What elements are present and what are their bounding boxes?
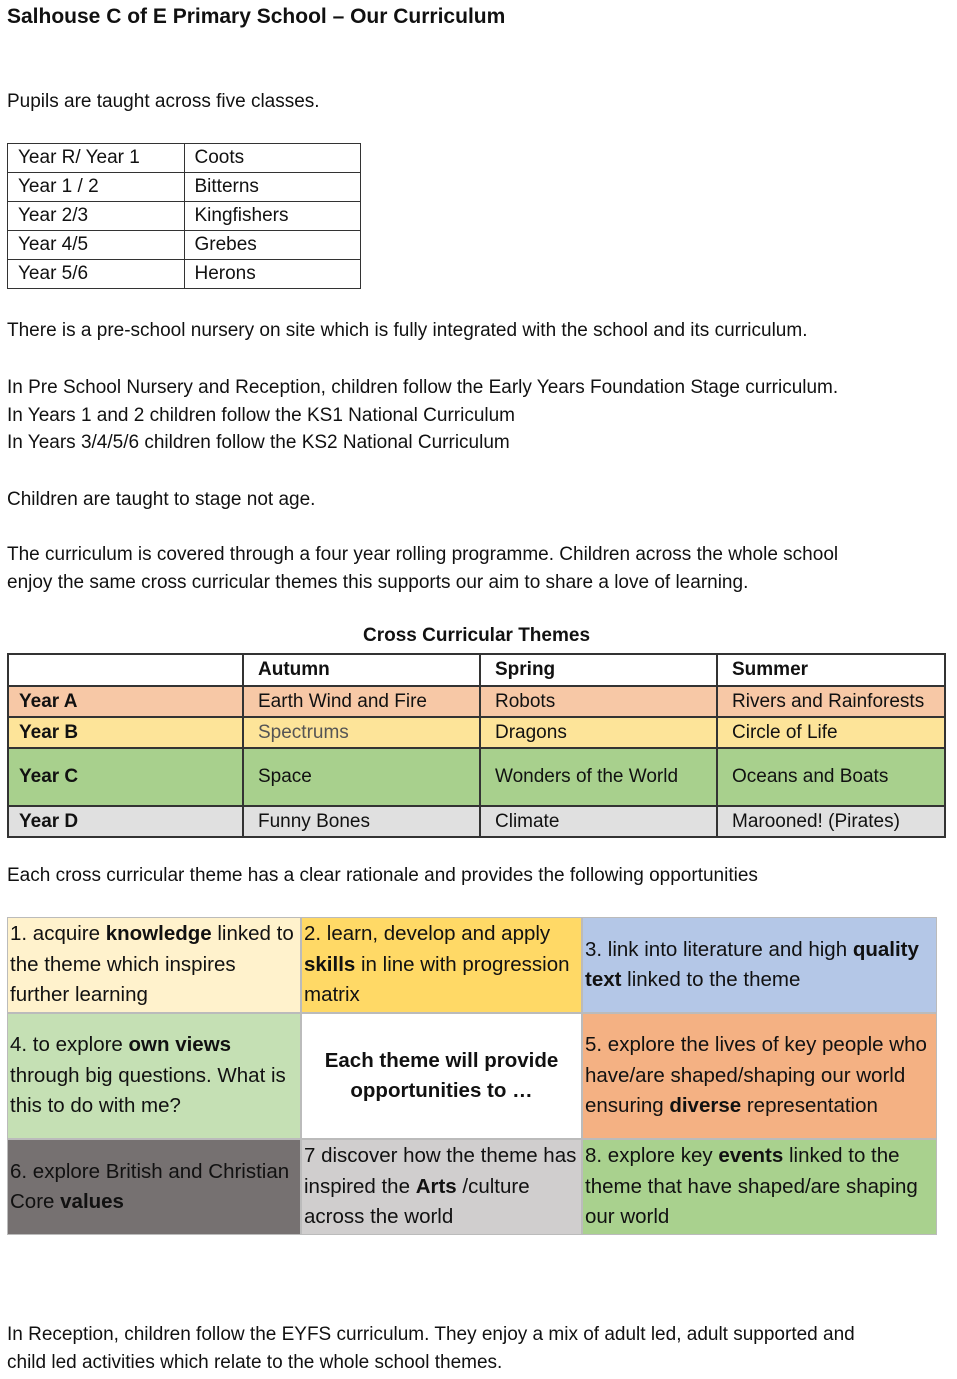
class-year: Year 1 / 2 (8, 173, 185, 202)
class-year: Year 4/5 (8, 231, 185, 260)
nursery-text: There is a pre-school nursery on site which is fully integrated with the school and its curriculum. (7, 320, 808, 341)
class-name: Coots (184, 144, 361, 173)
theme-spring: Robots (480, 686, 717, 717)
table-row (8, 202, 361, 231)
class-year: Year 5/6 (8, 260, 185, 289)
class-name: Kingfishers (184, 202, 361, 231)
themes-header-row (8, 654, 945, 686)
opportunity-skills: 2. learn, develop and apply skills in line with progression matrix (301, 917, 582, 1013)
theme-autumn: Space (243, 748, 480, 806)
stage-text: Children are taught to stage not age. (7, 489, 316, 510)
opportunity-events: 8. explore key events linked to the theme that have shaped/are shaping our world (582, 1139, 937, 1235)
class-name: Bitterns (184, 173, 361, 202)
theme-autumn: Funny Bones (243, 806, 480, 837)
opportunity-literature: 3. link into literature and high quality text linked to the theme (582, 917, 937, 1013)
themes-header-spring: Spring (480, 654, 717, 686)
theme-spring: Wonders of the World (480, 748, 717, 806)
opportunities-grid (7, 917, 937, 1235)
themes-header-autumn: Autumn (243, 654, 480, 686)
intro-text: Pupils are taught across five classes. (7, 91, 320, 112)
opportunity-center: Each theme will provide opportunities to … (301, 1013, 582, 1139)
page-title: Salhouse C of E Primary School – Our Curriculum (7, 5, 506, 28)
table-row (8, 717, 945, 748)
opportunity-knowledge: 1. acquire knowledge linked to the theme which inspires further learning (7, 917, 301, 1013)
theme-autumn: Spectrums (243, 717, 480, 748)
class-name: Grebes (184, 231, 361, 260)
table-row (8, 806, 945, 837)
theme-summer: Circle of Life (717, 717, 945, 748)
opportunity-values: 6. explore British and Christian Core values (7, 1139, 301, 1235)
opportunity-own-views: 4. to explore own views through big questions. What is this to do with me? (7, 1013, 301, 1139)
theme-summer: Oceans and Boats (717, 748, 945, 806)
table-row (8, 686, 945, 717)
table-row (8, 173, 361, 202)
themes-caption: Cross Curricular Themes (362, 625, 591, 646)
theme-year: Year D (8, 806, 243, 837)
rolling-line-2: enjoy the same cross curricular themes this supports our aim to share a love of learning. (7, 572, 749, 593)
theme-year: Year B (8, 717, 243, 748)
table-row (8, 748, 945, 806)
theme-summer: Rivers and Rainforests (717, 686, 945, 717)
themes-header-blank (8, 654, 243, 686)
theme-spring: Climate (480, 806, 717, 837)
opportunity-key-people: 5. explore the lives of key people who have/are shaped/shaping our world ensuring diverse representation (582, 1013, 937, 1139)
class-name: Herons (184, 260, 361, 289)
curriculum-line-2: In Years 1 and 2 children follow the KS1 National Curriculum (7, 405, 516, 426)
table-row (8, 144, 361, 173)
table-row (8, 231, 361, 260)
opportunity-arts: 7 discover how the theme has inspired the Arts /culture across the world (301, 1139, 582, 1235)
reception-line-2: child led activities which relate to the whole school themes. (7, 1352, 503, 1373)
themes-table (7, 653, 946, 838)
class-year: Year R/ Year 1 (8, 144, 185, 173)
curriculum-line-1: In Pre School Nursery and Reception, children follow the Early Years Foundation Stage curriculum. (7, 377, 839, 398)
reception-line-1: In Reception, children follow the EYFS curriculum. They enjoy a mix of adult led, adult supported and (7, 1324, 855, 1345)
themes-header-summer: Summer (717, 654, 945, 686)
classes-table (7, 143, 361, 289)
table-row (8, 260, 361, 289)
theme-year: Year A (8, 686, 243, 717)
opportunities-intro: Each cross curricular theme has a clear rationale and provides the following opportunities (7, 865, 758, 886)
theme-year: Year C (8, 748, 243, 806)
curriculum-line-3: In Years 3/4/5/6 children follow the KS2 National Curriculum (7, 432, 510, 453)
rolling-line-1: The curriculum is covered through a four year rolling programme. Children across the whole school (7, 544, 839, 565)
theme-autumn: Earth Wind and Fire (243, 686, 480, 717)
theme-spring: Dragons (480, 717, 717, 748)
class-year: Year 2/3 (8, 202, 185, 231)
theme-summer: Marooned! (Pirates) (717, 806, 945, 837)
